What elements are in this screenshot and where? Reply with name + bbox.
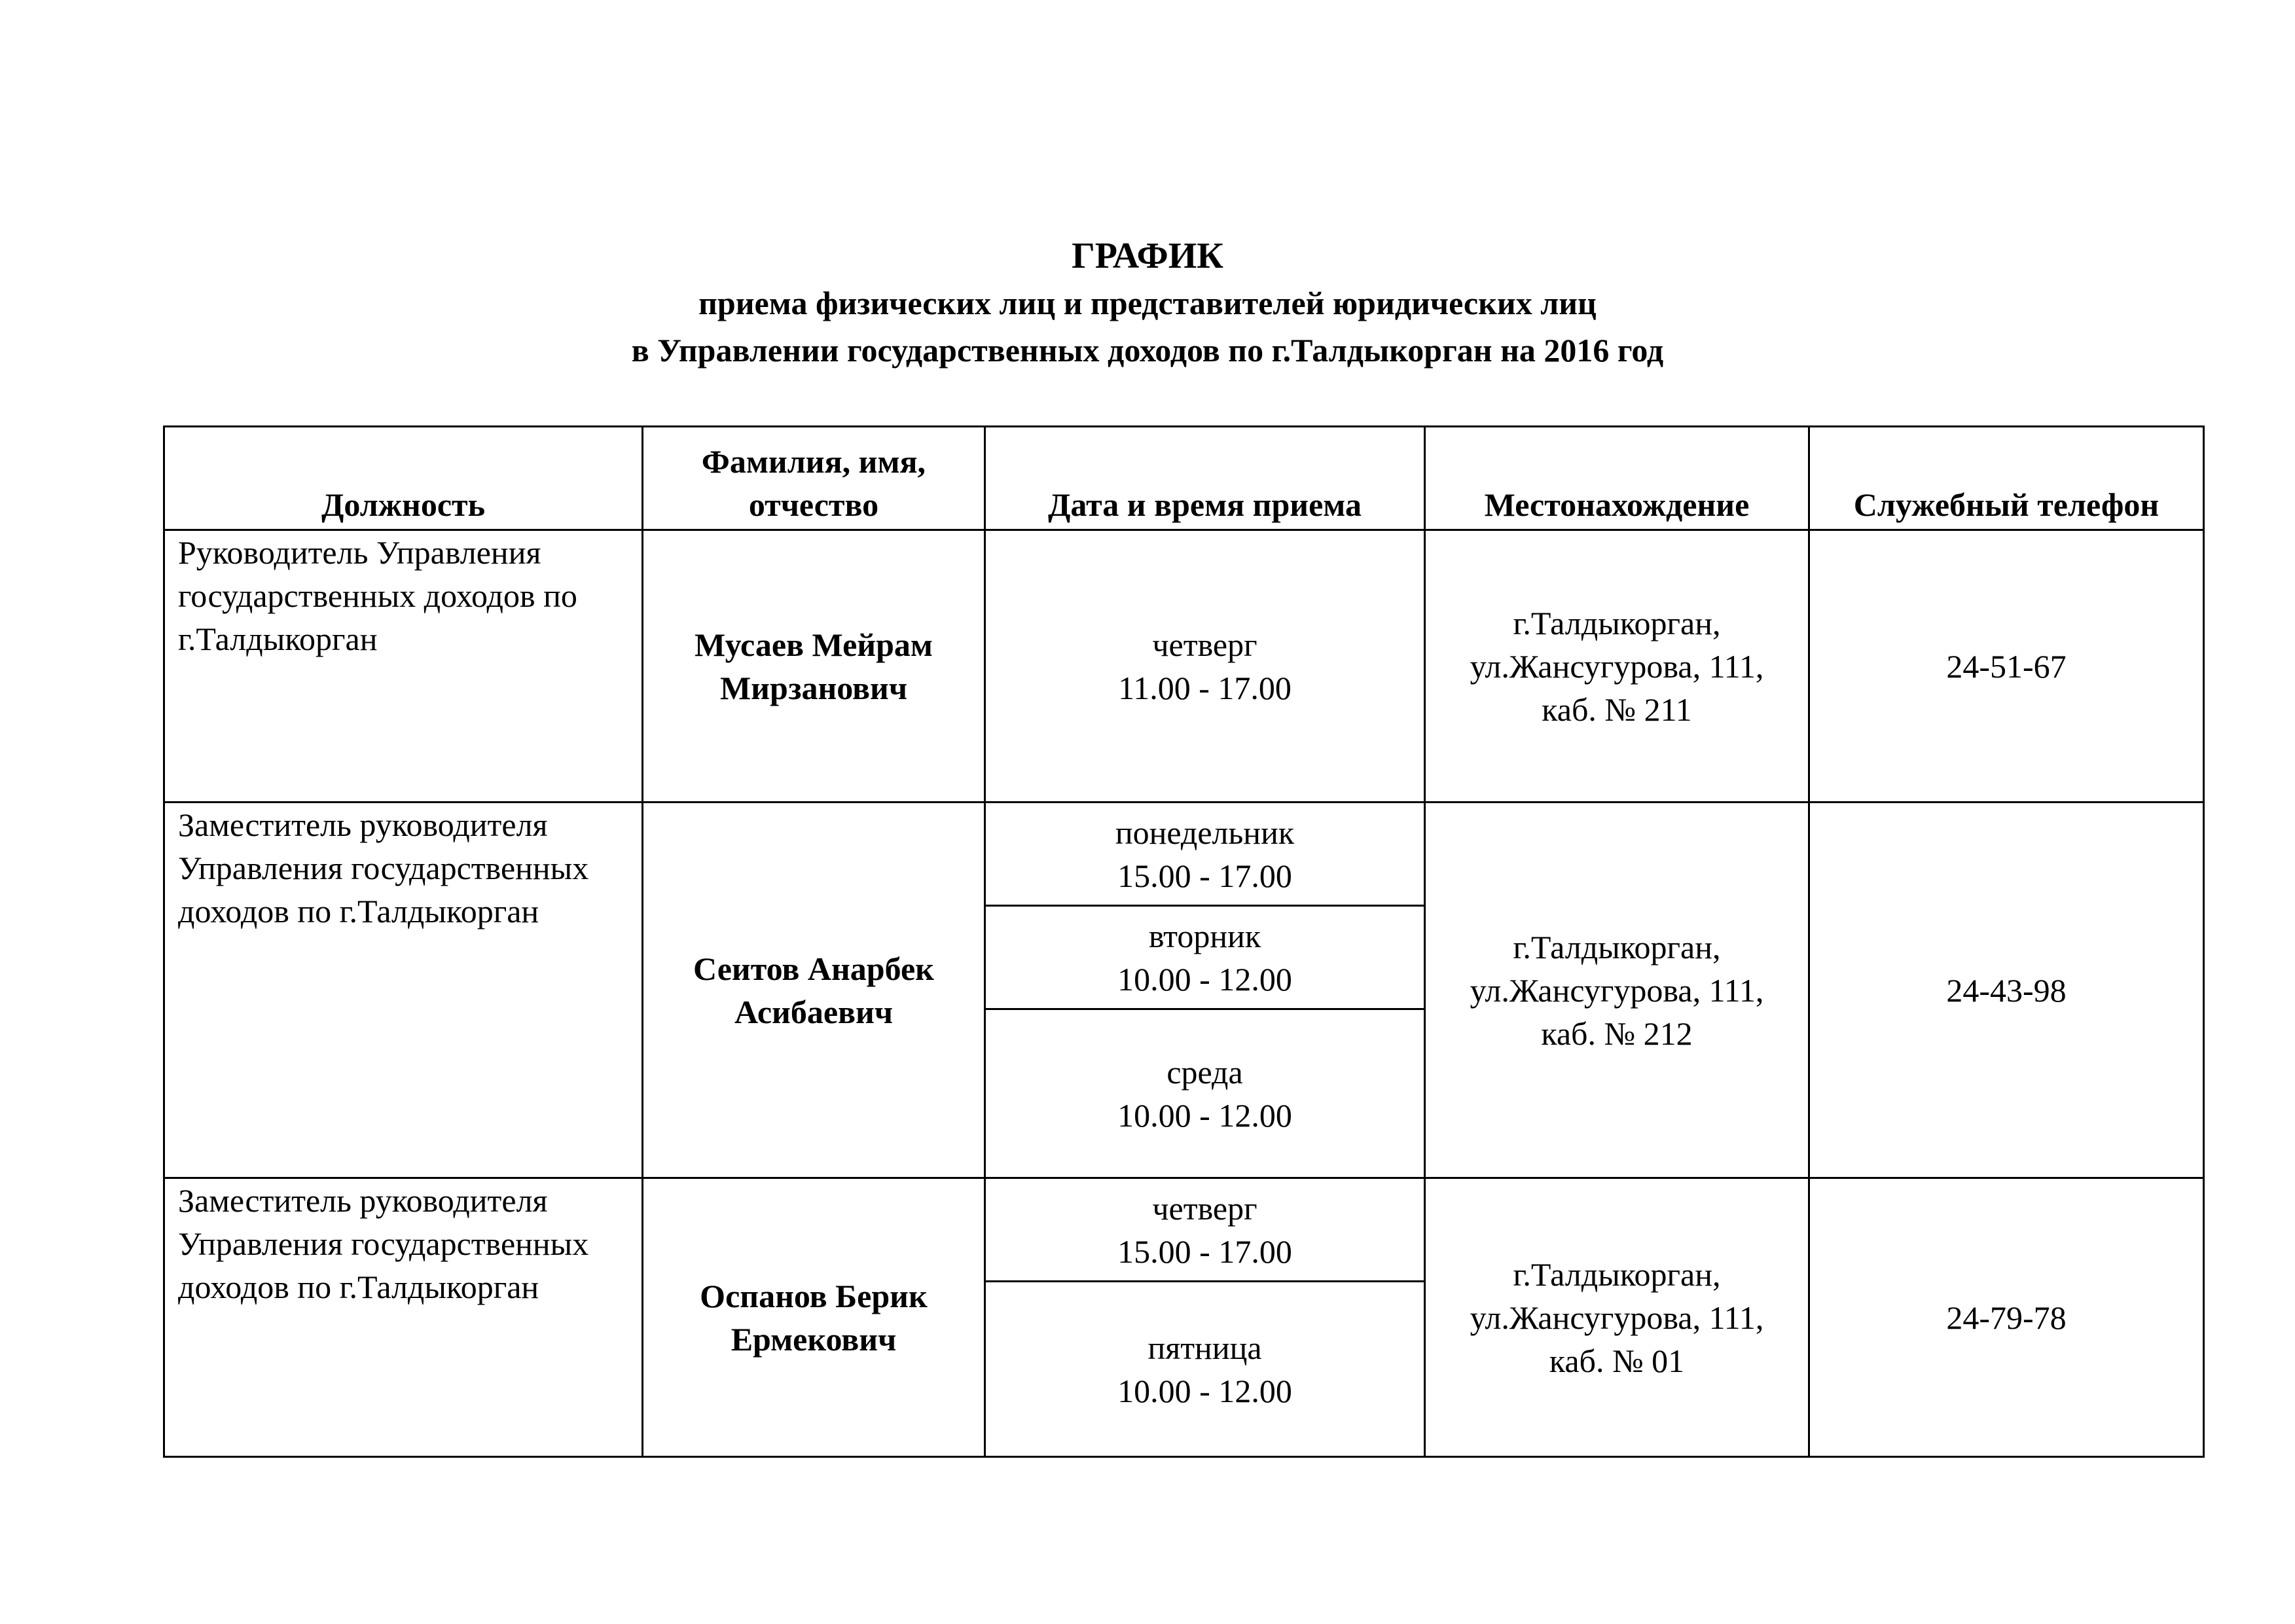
- reception-schedule-table: [163, 425, 2205, 1458]
- location-office: каб. № 01: [1549, 1342, 1685, 1379]
- date-time-cell: [985, 1009, 1425, 1178]
- date-time-cell: [985, 530, 1425, 803]
- location-cell: [1425, 803, 1809, 1178]
- reception-time: 10.00 - 12.00: [1117, 1096, 1292, 1134]
- reception-day: среда: [1166, 1053, 1243, 1091]
- column-header-position: Должность: [164, 427, 643, 530]
- location-cell: [1425, 1178, 1809, 1457]
- location-street: ул.Жансугурова, 111,: [1470, 971, 1764, 1009]
- date-time-cell: [985, 1178, 1425, 1282]
- phone-cell: 24-51-67: [1809, 530, 2204, 803]
- column-header-date-time: Дата и время приема: [985, 427, 1425, 530]
- location-office: каб. № 211: [1542, 691, 1692, 728]
- table-row: [164, 530, 2204, 803]
- column-header-location: Местонахождение: [1425, 427, 1809, 530]
- location-city: г.Талдыкорган,: [1513, 604, 1721, 641]
- reception-day: понедельник: [1115, 814, 1295, 851]
- date-time-cell: [985, 1282, 1425, 1457]
- position-cell: Заместитель руководителя Управления государственных доходов по г.Талдыкорган: [164, 1178, 643, 1457]
- table-row: [164, 1178, 2204, 1282]
- reception-day: пятница: [1148, 1329, 1262, 1366]
- document-header: [0, 232, 2295, 374]
- phone-cell: 24-43-98: [1809, 803, 2204, 1178]
- reception-time: 10.00 - 12.00: [1117, 1372, 1292, 1409]
- full-name-cell: Сеитов Анарбек Асибаевич: [643, 803, 985, 1178]
- location-city: г.Талдыкорган,: [1513, 1255, 1721, 1293]
- reception-time: 11.00 - 17.00: [1118, 669, 1292, 706]
- date-time-cell: [985, 803, 1425, 906]
- location-street: ул.Жансугурова, 111,: [1470, 1299, 1764, 1336]
- full-name-cell: Мусаев Мейрам Мирзанович: [643, 530, 985, 803]
- document-subtitle-line-1: приема физических лиц и представителей юридических лиц: [698, 285, 1597, 321]
- column-header-phone: Служебный телефон: [1809, 427, 2204, 530]
- full-name-cell: Оспанов Берик Ермекович: [643, 1178, 985, 1457]
- position-cell: Руководитель Управления государственных доходов по г.Талдыкорган: [164, 530, 643, 803]
- table-row: [164, 803, 2204, 906]
- location-street: ул.Жансугурова, 111,: [1470, 647, 1764, 685]
- position-cell: Заместитель руководителя Управления государственных доходов по г.Талдыкорган: [164, 803, 643, 1178]
- location-city: г.Талдыкорган,: [1513, 928, 1721, 965]
- location-cell: [1425, 530, 1809, 803]
- phone-cell: 24-79-78: [1809, 1178, 2204, 1457]
- document-subtitle-line-2: в Управлении государственных доходов по г.Талдыкорган на 2016 год: [631, 332, 1664, 369]
- reception-day: четверг: [1152, 1189, 1257, 1227]
- date-time-cell: [985, 906, 1425, 1009]
- reception-time: 15.00 - 17.00: [1117, 1233, 1292, 1270]
- table-header-row: [164, 427, 2204, 530]
- reception-time: 10.00 - 12.00: [1117, 960, 1292, 998]
- location-office: каб. № 212: [1541, 1015, 1693, 1052]
- reception-day: вторник: [1148, 917, 1261, 954]
- reception-time: 15.00 - 17.00: [1117, 857, 1292, 894]
- reception-day: четверг: [1152, 626, 1257, 663]
- column-header-name: Фамилия, имя, отчество: [643, 427, 985, 530]
- document-title: ГРАФИК: [1072, 236, 1223, 276]
